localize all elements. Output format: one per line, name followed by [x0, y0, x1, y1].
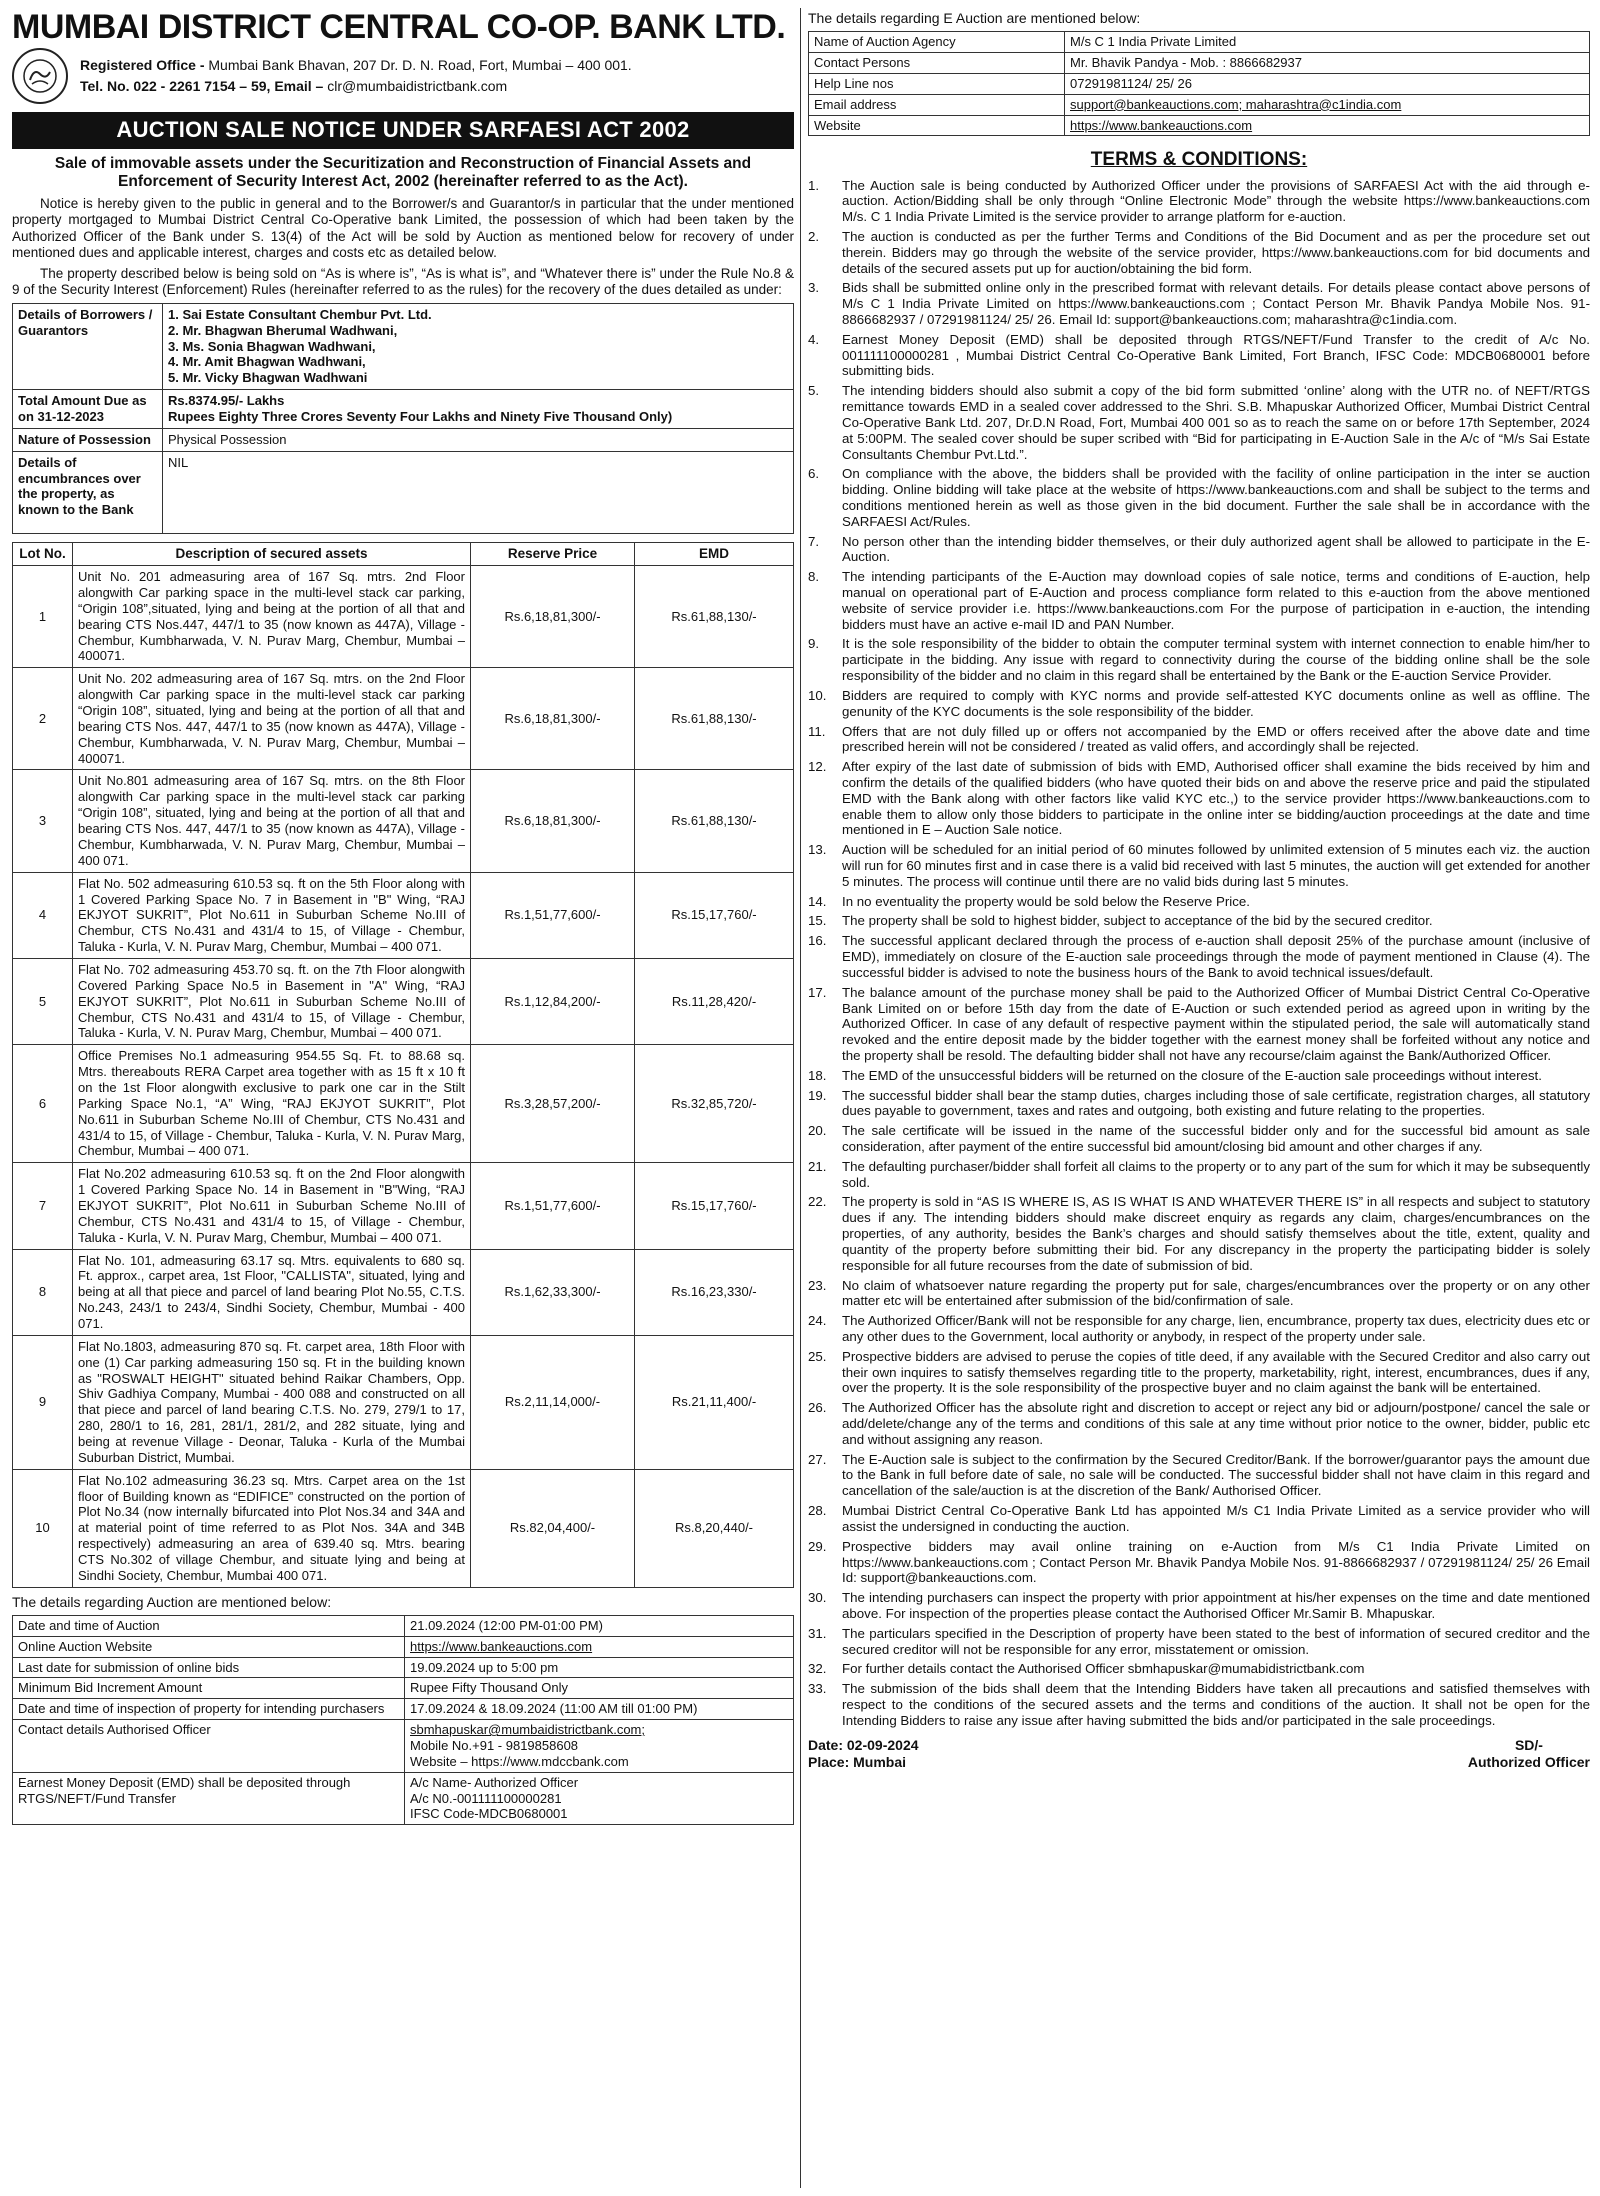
term-item	[808, 636, 1590, 683]
term-number: 17.	[808, 984, 827, 1000]
term-number: 24.	[808, 1313, 827, 1329]
intro-paragraph-2: The property described below is being sold on “As is where is”, “As is what is”, and “Whatever there is” under the Rule No.8 & 9 of the Security Interest (Enforcement) Rules (hereinafter referred to as the rules) for the recovery of the dues detailed as under:	[12, 265, 794, 298]
borrower-1: 1. Sai Estate Consultant Chembur Pvt. Ltd.	[168, 306, 432, 322]
term-item	[808, 688, 1590, 720]
auction-detail-value	[405, 1678, 794, 1699]
borrower-5: 5. Mr. Vicky Bhagwan Wadhwani	[168, 370, 368, 386]
lot-reserve-price: Rs.6,18,81,300/-	[471, 566, 635, 668]
term-text: Earnest Money Deposit (EMD) shall be deposited through RTGS/NEFT/Fund Transfer to the credit of A/c No. 001111100000281 , Mumbai District Central Co-Operative Bank Limited, Fort Branch, IFSC Code: MDCB0680001 before submitting bids.	[842, 331, 1590, 379]
lot-description: Flat No.202 admeasuring 610.53 sq. ft on the 2nd Floor alongwith 1 Covered Parking Space No. 14 in Basement in "B"Wing, “RAJ EKJYOT SUKRIT”, Plot No.611 in Suburban Scheme No.III of Chembur, CTS No.431 and 431/4 to 15, of Village - Chembur, Taluka - Kurla, V. N. Purav Marg, Chembur, Mumbai – 400 071.	[73, 1163, 471, 1249]
amount-value: Rs.8374.95/- Lakhs	[168, 393, 285, 409]
term-number: 3.	[808, 280, 820, 296]
term-number: 8.	[808, 569, 820, 585]
lot-emd: Rs.21,11,400/-	[635, 1335, 794, 1469]
term-text: The property is sold in “AS IS WHERE IS, AS IS WHAT IS AND WHATEVER THERE IS” in all respects and subject to statutory dues if any. The intending bidders should make discreet enquiry as regards any claim, charges/encumbrances on the properties, of any authority, besides the Bank’s charges and should satisfy themselves about the title, extent, quality and quantity of the property before submitting their bid. For any discrepancy in the property the participating bidder is solely responsible for all future recourses from the date of submission of bid.	[842, 1194, 1590, 1273]
lot-reserve-price: Rs.2,11,14,000/-	[471, 1335, 635, 1469]
lots-table	[12, 542, 794, 1588]
borrower-4: 4. Mr. Amit Bhagwan Wadhwani,	[168, 354, 366, 370]
eauction-detail-value[interactable]: support@bankeauctions.com; maharashtra@c1india.com	[1065, 94, 1590, 115]
lot-emd: Rs.11,28,420/-	[635, 958, 794, 1044]
auction-detail-label: Minimum Bid Increment Amount	[13, 1678, 405, 1699]
auction-detail-row	[13, 1772, 794, 1825]
eauction-detail-label: Help Line nos	[809, 73, 1065, 94]
term-item	[808, 229, 1590, 276]
term-text: It is the sole responsibility of the bidder to obtain the computer terminal system with internet connection to enable him/her to participate in the bidding. Any issue with regard to connectivity during the course of the bidding online shall be the sole responsibility of the bidder and no claim in this regard shall be entertained by the Bank or the E-auction Service Provider.	[842, 636, 1590, 684]
lot-number: 7	[13, 1163, 73, 1249]
term-item	[808, 1068, 1590, 1084]
eauction-detail-label: Contact Persons	[809, 52, 1065, 73]
term-number: 28.	[808, 1503, 827, 1519]
lot-number: 4	[13, 872, 73, 958]
lot-emd: Rs.16,23,330/-	[635, 1249, 794, 1335]
auction-details-table	[12, 1615, 794, 1825]
term-text: In no eventuality the property would be sold below the Reserve Price.	[842, 893, 1251, 909]
term-text: Bidders are required to comply with KYC norms and provide self-attested KYC documents online as well as offline. The genunity of the KYC documents is the sole responsibility of the bidder.	[842, 687, 1590, 719]
auction-detail-value	[405, 1615, 794, 1636]
term-item	[808, 913, 1590, 929]
term-item	[808, 332, 1590, 379]
borrowers-list	[163, 303, 794, 389]
lot-row	[13, 1249, 794, 1335]
term-number: 15.	[808, 913, 827, 929]
lot-row	[13, 1469, 794, 1587]
term-item	[808, 466, 1590, 529]
lot-reserve-price: Rs.82,04,400/-	[471, 1469, 635, 1587]
intro-paragraph-1: Notice is hereby given to the public in general and to the Borrower/s and Guarantor/s in particular that the under mentioned property mortgaged to Mumbai District Central Co-Operative bank Limited, the possession of which had been taken by the Authorized Officer of the Bank under S. 13(4) of the Act will be sold by Auction as mentioned below for recovery of under mentioned dues and applicable interest, charges and costs etc as detailed below.	[12, 196, 794, 261]
term-text: The auction is conducted as per the further Terms and Conditions of the Bid Document and as per the procedure set out therein. Bidders may go through the website of the service provider, https://www.bankeauctions.com for bid documents and details of the secured assets put up for auction/obtaining the bid form.	[842, 228, 1590, 276]
term-text: The balance amount of the purchase money shall be paid to the Authorized Officer of Mumbai District Central Co-Operative Bank Limited on or before 15th day from the date of E-Auction or such extended period as agreed upon in writing by the Authorized Officer. In case of any default of respective payment within the stipulated period, the sale will automatically stand revoked and the entire deposit made by the bidder together with the earnest money shall be forfeited without any notice and the property shall be resold. The defaulting bidder shall not have any recourse/claim against the Bank/Authorized Officer.	[842, 984, 1590, 1063]
auction-detail-line: IFSC Code-MDCB0680001	[410, 1806, 568, 1822]
lot-description: Unit No.801 admeasuring area of 167 Sq. mtrs. on the 8th Floor alongwith Car parking space in the multi-level stack car parking “Origin 108”, situated, lying and being at the portion of all that and bearing CTS Nos. 447, 447/1 to 35 (now known as 447A), Village - Chembur, Kumbharwada, V. N. Purav Marg, Chembur, Mumbai – 400 071.	[73, 770, 471, 872]
eauction-detail-row	[809, 115, 1590, 136]
term-number: 1.	[808, 177, 820, 193]
lot-reserve-price: Rs.3,28,57,200/-	[471, 1045, 635, 1163]
lot-row	[13, 770, 794, 872]
auction-detail-line: A/c N0.-001111100000281	[410, 1790, 562, 1806]
term-item	[808, 178, 1590, 225]
encumbrance-value: NIL	[163, 451, 794, 533]
col-lot: Lot No.	[13, 542, 73, 565]
auction-detail-label: Date and time of Auction	[13, 1615, 405, 1636]
term-text: The Authorized Officer/Bank will not be responsible for any charge, lien, encumbrance, property tax dues, electricity dues etc or any other dues to the Government, local authority or anybody, in respect of the property under sale.	[842, 1313, 1590, 1344]
lot-description: Flat No. 702 admeasuring 453.70 sq. ft. on the 7th Floor alongwith Covered Parking Space No.5 in Basement in "A" Wing, “RAJ EKJYOT SUKRIT”, Plot No.611 in Suburban Scheme No.III of Chembur, CTS No.431 and 431/4 to 15, of Village - Chembur, Taluka - Kurla, V. N. Purav Marg, Chembur, Mumbai – 400 071.	[73, 958, 471, 1044]
term-number: 16.	[808, 933, 827, 949]
term-item	[808, 383, 1590, 462]
term-text: No person other than the intending bidder themselves, or their duly authorized agent shall be allowed to participate in the E-Auction.	[842, 533, 1590, 565]
lot-reserve-price: Rs.6,18,81,300/-	[471, 770, 635, 872]
term-item	[808, 1681, 1590, 1728]
lot-number: 6	[13, 1045, 73, 1163]
lot-number: 2	[13, 668, 73, 770]
term-item	[808, 569, 1590, 632]
term-text: The sale certificate will be issued in the name of the successful bidder only and for the successful bid amount as sale consideration, after payment of the entire successful bid amount/closing bid amount and other charges if any.	[842, 1123, 1590, 1155]
lot-number: 8	[13, 1249, 73, 1335]
eauction-detail-row	[809, 52, 1590, 73]
lot-reserve-price: Rs.1,12,84,200/-	[471, 958, 635, 1044]
auction-detail-row	[13, 1678, 794, 1699]
auction-detail-row	[13, 1720, 794, 1773]
term-number: 33.	[808, 1681, 827, 1697]
lot-row	[13, 566, 794, 668]
lots-body	[13, 566, 794, 1588]
term-item	[808, 1159, 1590, 1191]
term-text: The successful applicant declared through the process of e-auction shall deposit 25% of the purchase amount (inclusive of EMD), immediately on closure of the E-auction sale proceedings through the mode of payment mentioned in Clause (4). The successful bidder is advised to note the business hours of the Bank to avoid technical issues/default.	[842, 933, 1590, 980]
lot-row	[13, 958, 794, 1044]
footer-officer: Authorized Officer	[1467, 1753, 1590, 1770]
term-number: 31.	[808, 1625, 827, 1641]
eauction-detail-label: Website	[809, 115, 1065, 136]
term-item	[808, 1503, 1590, 1535]
auction-detail-value	[405, 1699, 794, 1720]
term-item	[808, 1539, 1590, 1586]
auction-detail-label: Online Auction Website	[13, 1636, 405, 1657]
auction-detail-row	[13, 1699, 794, 1720]
lot-reserve-price: Rs.1,51,77,600/-	[471, 1163, 635, 1249]
eauction-detail-value: M/s C 1 India Private Limited	[1065, 32, 1590, 53]
term-item	[808, 1088, 1590, 1120]
term-number: 32.	[808, 1661, 827, 1677]
term-text: The intending purchasers can inspect the property with prior appointment at his/her expenses on the time and date mentioned above. For inspection of the properties please contact the Authorised Officer Mr.Samir B. Mhapuskar.	[842, 1590, 1590, 1621]
auction-detail-line: 21.09.2024 (12:00 PM-01:00 PM)	[410, 1617, 603, 1633]
term-text: Bids shall be submitted online only in the prescribed format with relevant details. For details please contact above persons of M/s C 1 India Private Limited on https://www.bankeauctions.com ; Contact Person Mr. Bhavik Pandya Mobile Nos. 91-8866682937 / 07291981124/ 25/ 26. Email Id: support@bankeauctions.com; maharashtra@c1india.com.	[842, 280, 1590, 328]
term-text: The Authorized Officer has the absolute right and discretion to accept or reject any bid or adjourn/postpone/ cancel the sale or add/delete/change any of the terms and conditions of this sale at any time without prior notice to the owner, bidder, public etc and without assigning any reason.	[842, 1400, 1590, 1447]
terms-title: TERMS & CONDITIONS:	[1090, 149, 1308, 171]
auction-detail-row	[13, 1657, 794, 1678]
eauction-detail-value[interactable]: https://www.bankeauctions.com	[1065, 115, 1590, 136]
possession-label: Nature of Possession	[13, 428, 163, 451]
lot-reserve-price: Rs.1,62,33,300/-	[471, 1249, 635, 1335]
lot-row	[13, 1045, 794, 1163]
term-item	[808, 1313, 1590, 1345]
footer-date: Date: 02-09-2024	[808, 1736, 919, 1753]
lot-row	[13, 1163, 794, 1249]
term-text: The E-Auction sale is subject to the confirmation by the Secured Creditor/Bank. If the borrower/guarantor pays the amount due to the Bank in full before date of sale, no sale will be conducted. The successful bidder shall not have claim in this regard and cancellation of the sale/auction is at the discretion of the Bank/ Authorised Officer.	[842, 1451, 1590, 1499]
term-text: The intending participants of the E-Auction may download copies of sale notice, terms and conditions of E-auction, help manual on operational part of E-Auction and process compliance form related to this e-auction from the above mentioned website of service provider i.e. https://www.bankeauctions.com For the purpose of participation in e-auction, the intending bidders must have an active e-mail ID and PAN Number.	[842, 569, 1590, 632]
col-emd: EMD	[635, 542, 794, 565]
borrower-3: 3. Ms. Sonia Bhagwan Wadhwani,	[168, 338, 376, 354]
auction-detail-row	[13, 1615, 794, 1636]
lot-row	[13, 872, 794, 958]
term-text: The EMD of the unsuccessful bidders will be returned on the closure of the E-auction sale proceedings without interest.	[842, 1067, 1542, 1083]
amount-words: Rupees Eighty Three Crores Seventy Four Lakhs and Ninety Five Thousand Only)	[168, 408, 673, 424]
term-number: 27.	[808, 1451, 827, 1467]
lot-description: Unit No. 202 admeasuring area of 167 Sq. mtrs. on the 2nd Floor alongwith Car parking space in the multi-level stack car parking “Origin 108”, situated, lying and being at the portion of all that and bearing CTS Nos. 447, 447/1 to 35 (now known as 447A), Village - Chembur, Kumbharwada, V. N. Purav Marg, Chembur, Mumbai – 400071.	[73, 668, 471, 770]
term-text: Prospective bidders may avail online training on e-Auction from M/s C1 India Private Limited on https://www.bankeauctions.com ; Contact Person Mr. Bhavik Pandya Mobile Nos. 91-8866682937 / 07291981124/ 25/ 26 Email Id: support@bankeauctions.com.	[842, 1538, 1590, 1586]
term-text: The submission of the bids shall deem that the Intending Bidders have taken all precautions and satisfied themselves with respect to the conditions of the secured assets and the terms and conditions of the auction. It shall not be open for the Intending Bidders to raise any issue after having submitted the bids and/or participated in the sale proceedings.	[842, 1681, 1590, 1728]
lot-description: Flat No. 502 admeasuring 610.53 sq. ft on the 5th Floor along with 1 Covered Parking Space No. 7 in Basement in "B" Wing, “RAJ EKJYOT SUKRIT”, Plot No.611 in Suburban Scheme No.III of Chembur, CTS No.431 and 431/4 to 15, of Village - Chembur, Taluka - Kurla, V. N. Purav Marg, Chembur, Mumbai – 400 071.	[73, 872, 471, 958]
auction-detail-line: A/c Name- Authorized Officer	[410, 1774, 579, 1790]
auction-detail-line: Rupee Fifty Thousand Only	[410, 1680, 569, 1696]
term-item	[808, 1590, 1590, 1622]
term-number: 12.	[808, 759, 827, 775]
borrower-details-table	[12, 303, 794, 534]
term-number: 14.	[808, 893, 827, 909]
term-item	[808, 894, 1590, 910]
term-number: 30.	[808, 1590, 827, 1606]
possession-value: Physical Possession	[163, 428, 794, 451]
eauction-detail-value: Mr. Bhavik Pandya - Mob. : 8866682937	[1065, 52, 1590, 73]
lot-description: Unit No. 201 admeasuring area of 167 Sq. mtrs. 2nd Floor alongwith Car parking space in the multi-level stack car parking, “Origin 108”,situated, lying and being at the portion of all that and bearing CTS Nos.447, 447/1 to 35 (now known as 447A), Village - Chembur, Kumbharwada, V. N. Purav Marg, Chembur, Mumbai – 400071.	[73, 566, 471, 668]
lot-description: Office Premises No.1 admeasuring 954.55 Sq. Ft. to 88.68 sq. Mtrs. thereabouts RERA Carpet area together with as 15 ft x 10 ft on the 1st Floor alongwith exclusive to park one car in the Stilt Parking Space No.1, “A” Wing, “RAJ EKJYOT SUKRIT”, Plot No.611 in Suburban Scheme No.III of Chembur, CTS No.431 and 431/4 to 15, of Village - Chembur, Taluka - Kurla, V. N. Purav Marg, Chembur, Mumbai – 400 071.	[73, 1045, 471, 1163]
lot-number: 10	[13, 1469, 73, 1587]
term-item	[808, 1626, 1590, 1658]
lot-emd: Rs.15,17,760/-	[635, 1163, 794, 1249]
term-number: 25.	[808, 1348, 827, 1364]
auction-detail-row	[13, 1636, 794, 1657]
term-number: 20.	[808, 1123, 827, 1139]
lot-description: Flat No. 101, admeasuring 63.17 sq. Mtrs. equivalents to 680 sq. Ft. approx., carpet area, 1st Floor, "CALLISTA", situated, lying and being at all that piece and parcel of land bearing Plot No.55, C.T.S. No.243, 243/1 to 243/4, Sindhi Society, Chembur, Mumbai - 400 071.	[73, 1249, 471, 1335]
lot-emd: Rs.8,20,440/-	[635, 1469, 794, 1587]
term-number: 6.	[808, 466, 820, 482]
term-number: 18.	[808, 1067, 827, 1083]
lots-header-row	[13, 542, 794, 565]
bank-logo-icon	[12, 48, 68, 104]
term-number: 11.	[808, 723, 826, 739]
eauction-detail-row	[809, 32, 1590, 53]
auction-details-title: The details regarding Auction are mentioned below:	[12, 1593, 332, 1610]
term-item	[808, 1123, 1590, 1155]
amount-cell	[163, 390, 794, 429]
borrowers-label: Details of Borrowers / Guarantors	[13, 303, 163, 389]
term-text: The particulars specified in the Description of property have been stated to the best of information of secured creditor and the secured creditor will not be responsible for any error, misstatement or omission.	[842, 1625, 1590, 1657]
amount-label: Total Amount Due as on 31-12-2023	[13, 390, 163, 429]
lot-row	[13, 1335, 794, 1469]
eauction-detail-value: 07291981124/ 25/ 26	[1065, 73, 1590, 94]
term-text: The successful bidder shall bear the stamp duties, charges including those of sale certificate, registration charges, all statutory dues payable to government, taxes and rates and outgoing, both existing and future relating to the properties.	[842, 1087, 1590, 1119]
auction-detail-value	[405, 1720, 794, 1773]
term-number: 19.	[808, 1087, 827, 1103]
contact-line: Tel. No. 022 - 2261 7154 – 59, Email – clr@mumbaidistrictbank.com	[80, 78, 508, 94]
term-number: 26.	[808, 1400, 827, 1416]
term-text: The defaulting purchaser/bidder shall forfeit all claims to the property or to any part of the sum for which it may be subsequently sold.	[842, 1158, 1590, 1190]
auction-detail-value	[405, 1636, 794, 1657]
term-text: Prospective bidders are advised to peruse the copies of title deed, if any available with the Secured Creditor and also carry out their own inquires to satisfy themselves regarding title to the property, marketability, right, interest, encumbrances, dues if any, over the property. It is the sole responsibility of the prospective buyer and no claim against the bank will be entertained.	[842, 1348, 1590, 1396]
term-number: 4.	[808, 331, 820, 347]
term-item	[808, 1661, 1590, 1677]
column-divider	[800, 8, 801, 2188]
bank-name: MUMBAI DISTRICT CENTRAL CO-OP. BANK LTD.	[12, 8, 786, 46]
lot-reserve-price: Rs.1,51,77,600/-	[471, 872, 635, 958]
term-item	[808, 1400, 1590, 1447]
lot-emd: Rs.15,17,760/-	[635, 872, 794, 958]
lot-row	[13, 668, 794, 770]
term-item	[808, 933, 1590, 980]
eauction-details-title: The details regarding E Auction are mentioned below:	[808, 10, 1141, 26]
auction-detail-line: Mobile No.+91 - 9819858608	[410, 1737, 579, 1753]
auction-detail-label: Date and time of inspection of property for intending purchasers	[13, 1699, 405, 1720]
terms-list	[808, 178, 1590, 1729]
term-item	[808, 1278, 1590, 1310]
lot-emd: Rs.32,85,720/-	[635, 1045, 794, 1163]
lot-emd: Rs.61,88,130/-	[635, 770, 794, 872]
col-reserve-price: Reserve Price	[471, 542, 635, 565]
auction-detail-line: 17.09.2024 & 18.09.2024 (11:00 AM till 01:00 PM)	[410, 1701, 698, 1717]
lot-reserve-price: Rs.6,18,81,300/-	[471, 668, 635, 770]
encumbrance-label: Details of encumbrances over the property, as known to the Bank	[13, 451, 163, 533]
term-number: 9.	[808, 636, 820, 652]
auction-detail-line: Website – https://www.mdccbank.com	[410, 1753, 629, 1769]
eauction-details-table	[808, 31, 1590, 136]
lot-emd: Rs.61,88,130/-	[635, 668, 794, 770]
borrower-2: 2. Mr. Bhagwan Bherumal Wadhwani,	[168, 322, 398, 338]
term-item	[808, 759, 1590, 838]
term-text: The Auction sale is being conducted by Authorized Officer under the provisions of SARFAESI Act with the aid through e-auction. Action/Bidding shall be only through “Online Electronic Mode” through the website https://www.bankeauctions.com M/s. C 1 India Private Limited is the service provider to arrange platform for e-auction.	[842, 177, 1590, 225]
term-text: On compliance with the above, the bidders shall be provided with the facility of online participation in the inter se auction bidding. Online bidding will take place at the website of https://www.bankeauctions.com and shall be subject to the terms and conditions mentioned herein as well as those given in the bid document. Further the sale shall be in accordance with the SARFAESI Act/Rules.	[842, 466, 1590, 529]
footer	[808, 1737, 1590, 1771]
term-text: For further details contact the Authorised Officer sbmhapuskar@mumabidistrictbank.com	[842, 1661, 1365, 1677]
term-item	[808, 1452, 1590, 1499]
notice-subhead: Sale of immovable assets under the Securitization and Reconstruction of Financial Assets and Enforcement of Security Interest Act, 2002 (hereinafter referred to as the Act).	[54, 154, 752, 191]
auction-detail-line[interactable]: https://www.bankeauctions.com	[410, 1638, 593, 1654]
lot-number: 9	[13, 1335, 73, 1469]
auction-detail-value	[405, 1657, 794, 1678]
lot-number: 1	[13, 566, 73, 668]
auction-detail-line: 19.09.2024 up to 5:00 pm	[410, 1659, 559, 1675]
col-description: Description of secured assets	[73, 542, 471, 565]
term-number: 7.	[808, 533, 820, 549]
term-number: 23.	[808, 1277, 827, 1293]
right-column	[808, 10, 1590, 1771]
lot-number: 3	[13, 770, 73, 872]
term-text: Mumbai District Central Co-Operative Bank Ltd has appointed M/s C1 India Private Limited as a service provider who will assist the undersigned in conducting the auction.	[842, 1503, 1590, 1534]
term-text: No claim of whatsoever nature regarding the property put for sale, charges/encumbrances over the property or on any other matter etc will be entertained after submission of the bid/confirmation of sale.	[842, 1277, 1590, 1309]
header	[12, 10, 794, 104]
auction-detail-value	[405, 1772, 794, 1825]
term-number: 22.	[808, 1194, 827, 1210]
term-number: 10.	[808, 687, 827, 703]
registered-office: Registered Office - Mumbai Bank Bhavan, 207 Dr. D. N. Road, Fort, Mumbai – 400 001.	[80, 56, 632, 73]
term-item	[808, 985, 1590, 1064]
term-item	[808, 842, 1590, 889]
term-number: 5.	[808, 383, 820, 399]
auction-detail-label: Earnest Money Deposit (EMD) shall be deposited through RTGS/NEFT/Fund Transfer	[13, 1772, 405, 1825]
eauction-detail-label: Email address	[809, 94, 1065, 115]
term-text: Offers that are not duly filled up or offers not accompanied by the EMD or offers received after the above date and time prescribed herein will not be considered / treated as valid offers, and accordingly shall be rejected.	[842, 723, 1590, 755]
term-number: 2.	[808, 228, 820, 244]
term-item	[808, 534, 1590, 566]
auction-detail-line[interactable]: sbmhapuskar@mumbaidistrictbank.com;	[410, 1722, 646, 1738]
term-text: Auction will be scheduled for an initial period of 60 minutes followed by unlimited extension of 5 minutes each viz. the auction will run for 60 minutes first and in case there is a valid bid received with last 5 minutes, the auction will get extended for another 5 minutes. The process will continue until there are no valid bids during last 5 minutes.	[842, 842, 1590, 889]
term-item	[808, 724, 1590, 756]
footer-signature: SD/-	[1514, 1736, 1543, 1753]
term-item	[808, 1349, 1590, 1396]
term-number: 29.	[808, 1538, 827, 1554]
lot-number: 5	[13, 958, 73, 1044]
footer-place: Place: Mumbai	[808, 1753, 907, 1770]
term-item	[808, 280, 1590, 327]
lot-emd: Rs.61,88,130/-	[635, 566, 794, 668]
eauction-detail-label: Name of Auction Agency	[809, 32, 1065, 53]
left-column	[12, 10, 794, 1825]
lot-description: Flat No.1803, admeasuring 870 sq. Ft. carpet area, 18th Floor with one (1) Car parking admeasuring 150 sq. Ft in the building known as "ROSWALT HEIGHT" situated behind Raikar Chambers, Opp. Shiv Gadhiya Company, Mumbai - 400 088 and constructed on all that piece and parcel of land bearing C.T.S. No. 279, 279/1 to 17, 280, 280/1 to 16, 281, 281/1, 281/2, and 282 situate, lying and being at revenue Village - Deonar, Taluka - Kurla of the Mumbai Suburban District, Mumbai.	[73, 1335, 471, 1469]
lot-description: Flat No.102 admeasuring 36.23 sq. Mtrs. Carpet area on the 1st floor of Building known as “EDIFICE” constructed on the portion of Plot No.34 (now internally bifurcated into Plot Nos.34 and 34A and at material point of time referred to as Plot Nos. 34A and 34B respectively) admeasuring an area of 639.40 sq. Mtrs. bearing CTS No.302 of village Chembur, and situate lying and being at Sindhi Society, Chembur, Mumbai 400 071.	[73, 1469, 471, 1587]
notice-banner: AUCTION SALE NOTICE UNDER SARFAESI ACT 2002	[12, 112, 794, 149]
term-text: The property shall be sold to highest bidder, subject to acceptance of the bid by the secured creditor.	[842, 913, 1433, 929]
eauction-detail-row	[809, 73, 1590, 94]
term-item	[808, 1194, 1590, 1273]
auction-detail-label: Last date for submission of online bids	[13, 1657, 405, 1678]
term-text: After expiry of the last date of submission of bids with EMD, Authorised officer shall examine the bids received by him and confirm the details of the qualified bidders (who have quoted their bids on and above the reserve price and paid the stipulated EMD with the Bank along with other factors like valid KYC etc.,) to the service provider https://www.bankeauctions.com to enable them to allow only those bidders to participate in the online inter se bidding/auction proceedings at the date and time mentioned in E – Auction Sale notice.	[842, 759, 1590, 838]
auction-detail-label: Contact details Authorised Officer	[13, 1720, 405, 1773]
eauction-detail-row	[809, 94, 1590, 115]
term-text: The intending bidders should also submit a copy of the bid form submitted ‘online’ along with the UTR no. of NEFT/RTGS remittance towards EMD in a sealed cover addressed to the Shri. S.B. Mhapuskar Authorized Officer, Mumbai District Central Co-Operative Bank Ltd. 207, Dr.D.N Road, Fort, Mumbai 400 001 so as to reach the same on or before 17th September, 2024 at 5:00PM. The sealed cover should be super scribed with “Bid for participating in E-Auction Sale in the A/c of “M/s Sai Estate Consultants Chembur Pvt.Ltd.”.	[842, 383, 1590, 462]
term-number: 21.	[808, 1158, 827, 1174]
term-number: 13.	[808, 842, 827, 858]
